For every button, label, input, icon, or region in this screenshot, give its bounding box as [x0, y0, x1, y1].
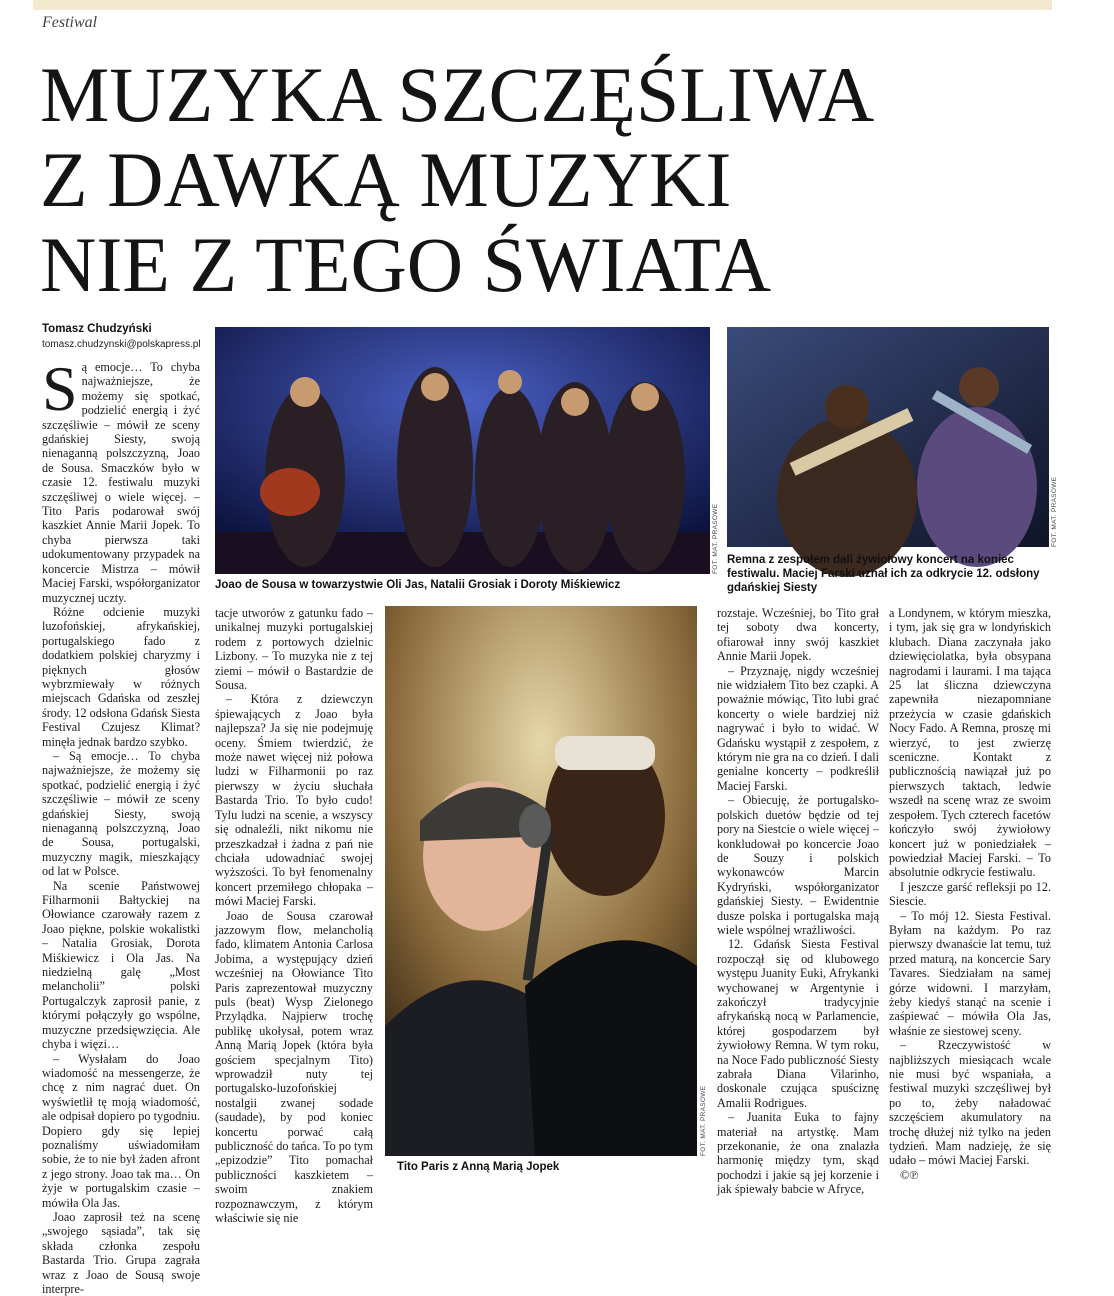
paragraph: – To mój 12. Siesta Festival. Byłam na każdym. Po raz pierwszy dwanaście lat temu, tuż przed maturą, na koncercie Sary Tavares. Siedziałam na samej górze widowni. I marzyłam, żeby kiedyś stanąć na scenie i zaśpiewać – mówiła Ola Jas, właśnie ze siestowej sceny. [889, 908, 1051, 1038]
article-column-2 [215, 606, 374, 1226]
photo-joao-de-sousa [215, 327, 710, 574]
paragraph: – Wysłałam do Joao wiadomość na messengerze, że chcę z nim nagrać duet. On wyświetlił tę moją wiadomość, ale odpisał dopiero po tygodniu. Dopiero gdy się lepiej poznaliśmy uświadomiłam sobie, że to nie był żaden afront z jego strony. Joao tak ma… On żyje w portugalskim czasie – mówiła Ola Jas. [42, 1051, 200, 1210]
section-label: Festiwal [42, 14, 98, 31]
paragraph: ą emocje… To chyba najważniejsze, że możemy się spotkać, podzielić energią i żyć szczęśliwie – mówił ze sceny gdańskiej Siesty, swoją nienaganną polszczyzną, Joao de Sousa. Smaczków było w czasie 12. festiwalu muzyki szczęśliwej o wiele więcej. – Tito Paris podarował swój kaszkiet Annie Marii Jopek. To chyba pierwsza taki udokumentowany przypadek na koncercie Mistrza – mówił Maciej Farski, współorganizator muzycznej uczty. [42, 360, 200, 605]
headline-line-3: NIE Z TEGO ŚWIATA [40, 221, 772, 308]
article-column-1 [42, 353, 200, 1296]
drop-cap: S [42, 353, 78, 424]
photo-tito-paris [385, 606, 697, 1156]
headline [40, 52, 990, 307]
photo-credit-1: FOT. MAT. PRASOWE [712, 503, 719, 574]
copyright-mark: ©℗ [900, 1167, 919, 1182]
paragraph: tacje utworów z gatunku fado – unikalnej muzyki portugalskiej rodem z portowych dzielnic Lizbony. – To muzyka nie z tej ziemi – mówił o Bastardzie de Sousa. [215, 606, 373, 693]
paragraph: Joao de Sousa czarował jazzowym flow, melancholią fado, klimatem Antonia Carlosa Jobima, a występujący dzień wcześniej na Ołowiance Tito Paris zaprezentował muzyczny puls (beat) Wysp Zielonego Przylądka. Najpierw trochę publikę ukołysał, potem wraz Anną Marią Jopek (która była gościem specjalnym Tito) wprowadził nuty tej portugalsko-luzofońskiej nostalgii zwanej sodade (saudade), by pod koniec koncertu porwać całą publiczność do tańca. To po tym „epizodzie” Tito pomachał publiczności kaszkietem – swoim znakiem rozpoznawczym, z którym właściwie się nie [215, 908, 374, 1226]
photo-caption-3: Tito Paris z Anną Marią Jopek [397, 1161, 560, 1173]
paragraph: – Rzeczywistość w najbliższych miesiącach wcale nie musi być wspaniała, a festiwal muzyki szczęśliwej był po to, żeby naładować szczęściem akumulatory na trochę dłużej niż tylko na jeden tydzień. Mam nadzieję, że się udało – mówi Maciej Farski. [889, 1038, 1051, 1168]
paragraph: – Juanita Euka to fajny materiał na artystkę. Mam przekonanie, że ona znalazła harmonię między tym, skąd pochodzi i jakie są jej korzenie i jak śpiewały babcie w Afryce, [717, 1110, 879, 1197]
paragraph: a Londynem, w którym mieszka, i tym, jak się gra w londyńskich klubach. Diana zaczynała jako dziewięciolatka, była obsypana nagrodami i laurami. I ma tająca 25 lat śliczna dziewczyna zapewniła niezapomniane przeżycia w czasie gdańskich Nocy Fado. A Remna, proszę mi wierzyć, to jest zwierzę sceniczne. Kontakt z publicznością nawiązał już po pierwszych taktach, ledwie wszedł na scenę wraz ze swoim zespołem. Tych czterech facetów kończyło swój żywiołowy koncert już w poniedziałek – powiedział Maciej Farski. – To absolutnie odkrycie festiwalu. [889, 606, 1051, 880]
article-column-3 [717, 606, 879, 1197]
paragraph: 12. Gdańsk Siesta Festival rozpoczął się od klubowego występu Juanity Euki, Afrykanki wychowanej w Argentynie i zakończył tradycyjnie afrykańską nocą w Parlamencie, której gospodarzem był żywiołowy Remna. W tym roku, na Noce Fado publiczność Siesty zabrała Diana Vilarinho, doskonale czująca spuściznę Amalii Rodrigues. [717, 937, 879, 1110]
author-name: Tomasz Chudzyński [42, 323, 152, 335]
paragraph: Różne odcienie muzyki luzofońskiej, afrykańskiej, portugalskiego fado z dodatkiem polskiej charyzmy i pięknych głosów wybrzmiewały w różnych miejscach Gdańska od zeszłej środy. 12 odsłona Gdańsk Siesta Festival Czujesz Klimat? minęła jednak bardzo szybko. [42, 604, 200, 749]
paragraph: – Przyznaję, nigdy wcześniej nie widziałem Tito bez czapki. A poważnie mówiąc, Tito lubi grać koncerty o wiele bardziej niż nagrywać i było to widać. W Gdańsku wystąpił z zespołem, z którym nie gra na co dzień. I dali genialne koncerty – podkreślił Maciej Farski. [717, 663, 879, 793]
photo-credit-2: FOT. MAT. PRASOWE [1051, 476, 1058, 547]
paragraph: – Która z dziewczyn śpiewających z Joao była najlepsza? Ja się nie podejmuję oceny. Śmiem twierdzić, że może nawet więcej niż połowa ludzi w Filharmonii po raz pierwszy w życiu słuchała Bastarda Trio. To było cudo! Tylu ludzi na scenie, a wszyscy się odnaleźli, nikt nikomu nie przeszkadzał i żadna z pań nie chciała udowadniać swojej wyższości. To był fenomenalny koncert przemiłego chłopaka – mówi Maciej Farski. [215, 692, 373, 909]
paragraph: I jeszcze garść refleksji po 12. Siescie. [889, 879, 1051, 909]
headline-line-1: MUZYKA SZCZĘŚLIWA [40, 51, 875, 138]
top-accent-bar [33, 0, 1052, 10]
paragraph: rozstaje. Wcześniej, bo Tito grał tej soboty dwa koncerty, ofiarował inny swój kaszkiet Annie Marii Jopek. [717, 606, 879, 664]
photo-remna [727, 327, 1049, 547]
paragraph: – Są emocje… To chyba najważniejsze, że możemy się spotkać, podzielić energią i żyć szczęśliwie – mówił ze sceny gdańskiej Siesty, swoją nienaganną polszczyzną, Joao de Sousa, portugalski, muzyczny magik, mieszkający od lat w Polsce. [42, 748, 200, 879]
headline-line-2: Z DAWKĄ MUZYKI [40, 136, 732, 223]
article-column-4 [889, 606, 1051, 1180]
photo-caption-1: Joao de Sousa w towarzystwie Oli Jas, Natalii Grosiak i Doroty Miśkiewicz [215, 579, 621, 591]
photo-caption-2: Remna z zespołem dali żywiołowy koncert na koniec festiwalu. Maciej Farski uznał ich za odkrycie 12. odsłony gdańskiej Siesty [727, 554, 1040, 594]
photo-credit-3: FOT. MAT. PRASOWE [700, 1085, 707, 1156]
paragraph: – Obiecuję, że portugalsko-polskich duetów będzie od tej pory na Siestcie o wiele więcej – konkludował po koncercie Joao de Souzy i polskich wykonawców Marcin Kydryński, współorganizator gdańskiej Siesty. – Ewidentnie dusze polska i portugalska mają wiele wspólnej wrażliwości. [717, 793, 879, 937]
author-email[interactable]: tomasz.chudzynski@polskapress.pl [42, 339, 201, 350]
paragraph: Joao zaprosił też na scenę „swojego sąsiada”, tak się składa członka zespołu Bastarda Trio. Grupa zagrała wraz z Joao de Sousą swoje interpre- [42, 1209, 200, 1296]
paragraph: Na scenie Państwowej Filharmonii Bałtyckiej na Ołowiance czarowały razem z Joao piękne, polskie wokalistki – Natalia Grosiak, Dorota Miśkiewicz i Ola Jas. Na niedzielną galę „Most melancholii” polski Portugalczyk zaprosił panie, z którymi połączyły go wspólne, muzyczne przedsięwzięcia. Ale chyba i więzi… [42, 878, 200, 1052]
